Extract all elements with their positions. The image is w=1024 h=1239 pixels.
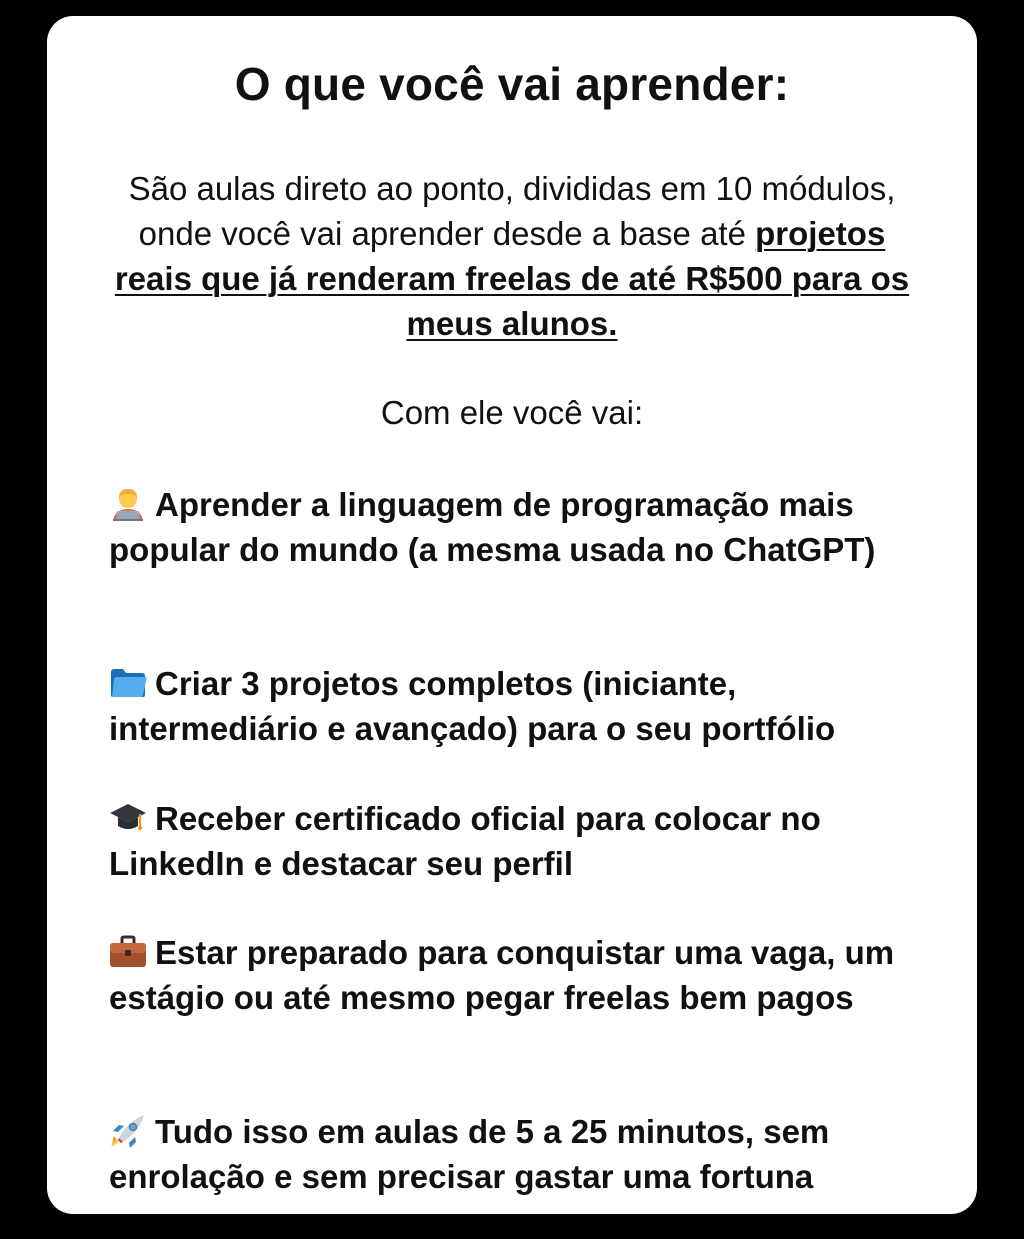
intro-paragraph: [107, 166, 917, 346]
benefit-text-1: Aprender a linguagem de programação mais popular do mundo (a mesma usada no ChatGPT): [109, 486, 876, 568]
intro-text: São aulas direto ao ponto, divididas em 10 módulos, onde você vai aprender desde a base até: [128, 170, 896, 252]
folder-icon: [109, 666, 147, 700]
benefit-item-2: [109, 661, 929, 751]
benefit-item-3: [109, 796, 929, 886]
benefit-text-2: Criar 3 projetos completos (iniciante, intermediário e avançado) para o seu portfólio: [109, 665, 836, 747]
benefit-item-5: [109, 1109, 929, 1199]
benefit-item-1: [109, 482, 929, 572]
benefit-text-3: Receber certificado oficial para colocar no LinkedIn e destacar seu perfil: [109, 800, 821, 882]
benefit-text-4: Estar preparado para conquistar uma vaga, um estágio ou até mesmo pegar freelas bem pagos: [109, 934, 895, 1016]
briefcase-icon: [109, 935, 147, 969]
benefit-item-4: [109, 930, 929, 1020]
page-title: O que você vai aprender:: [234, 58, 790, 110]
rocket-icon: [109, 1114, 147, 1148]
intro-highlight: projetos reais que já renderam freelas de até R$500 para os meus alunos.: [114, 215, 910, 342]
content-card: [47, 16, 977, 1214]
section-subheading: Com ele você vai:: [380, 394, 644, 431]
programmer-icon: [109, 487, 147, 521]
benefit-text-5: Tudo isso em aulas de 5 a 25 minutos, sem enrolação e sem precisar gastar uma fortuna: [109, 1113, 830, 1195]
graduation-cap-icon: [109, 801, 147, 835]
